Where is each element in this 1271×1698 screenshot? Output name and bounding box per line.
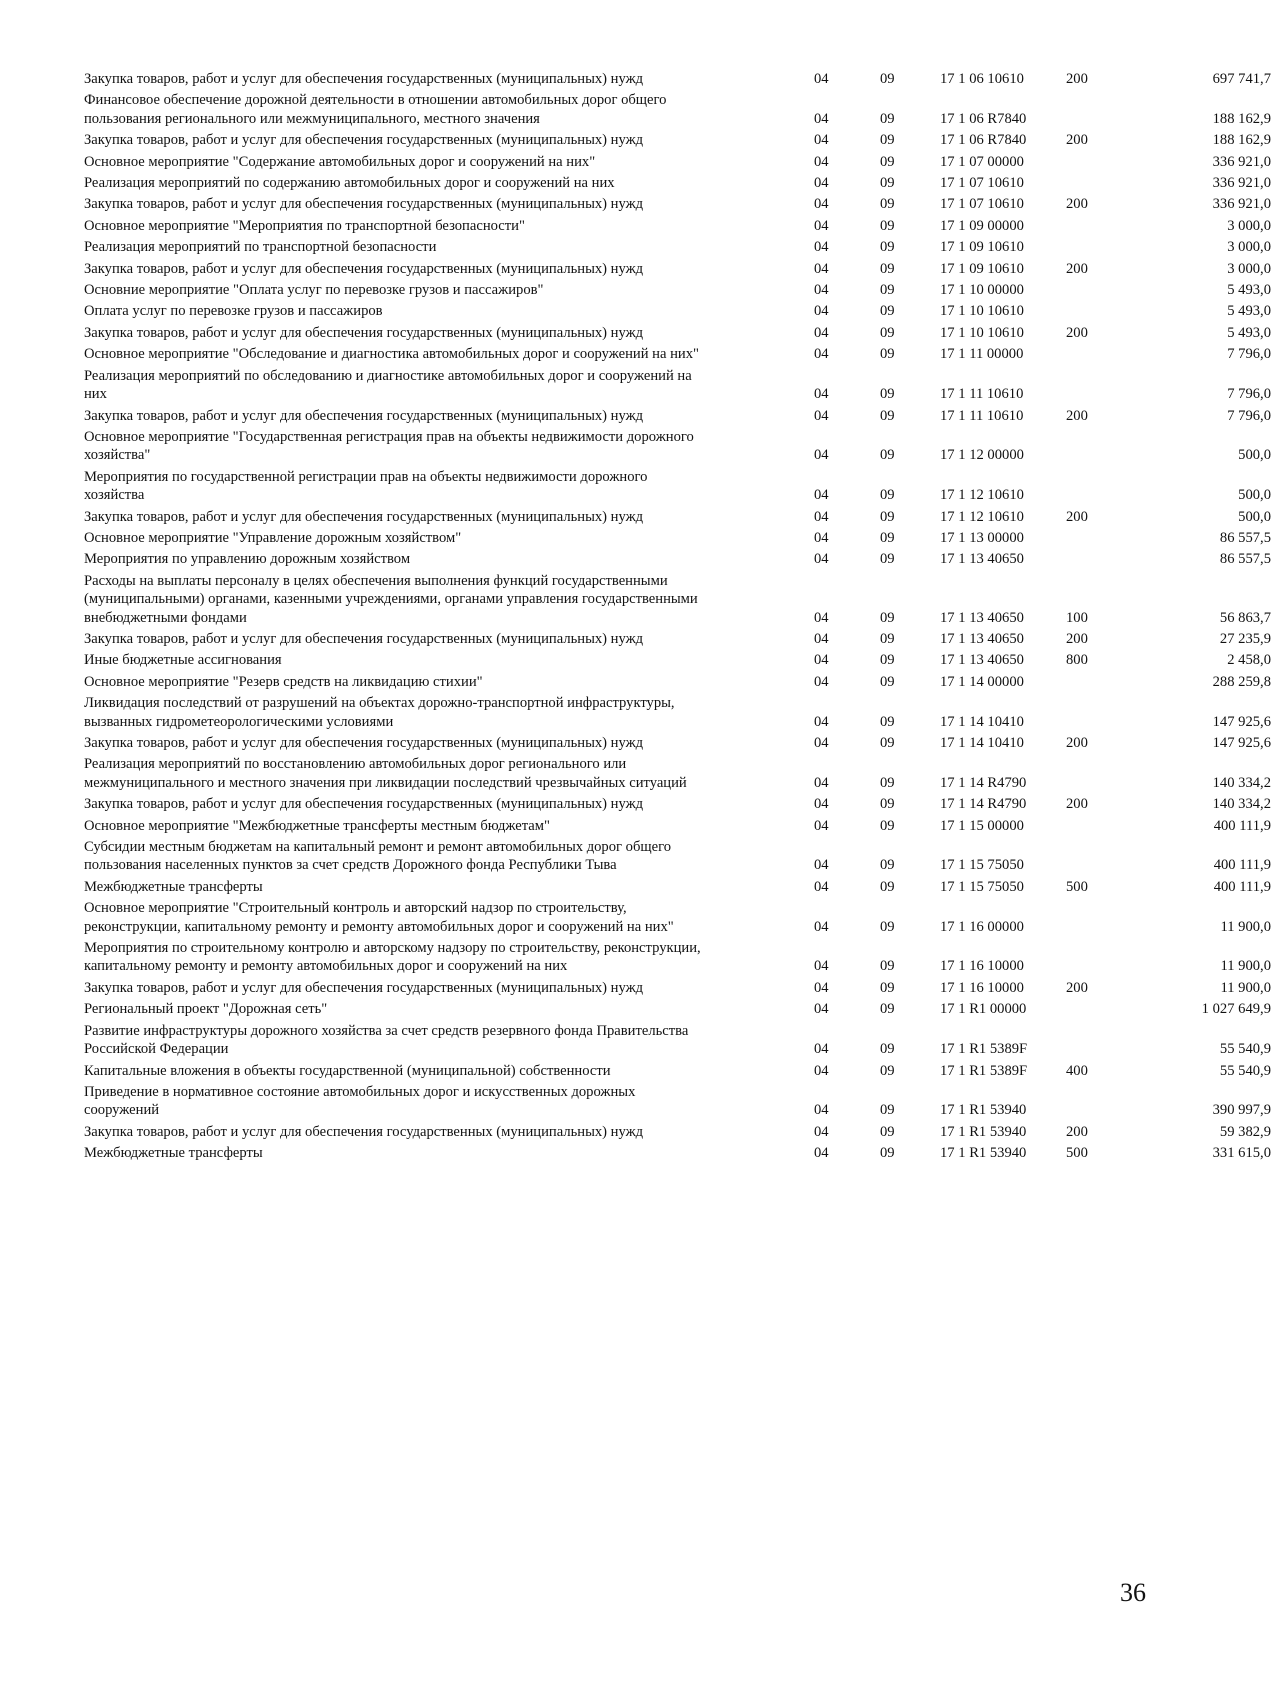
table-row — [84, 1083, 1271, 1120]
expense-type-code: 100 — [1066, 609, 1088, 626]
section-code: 04 — [814, 857, 829, 874]
target-article-code: 17 1 15 75050 — [940, 878, 1024, 895]
amount: 336 921,0 — [1212, 196, 1271, 213]
target-article-code: 17 1 14 10410 — [940, 713, 1024, 730]
target-article-code: 17 1 10 10610 — [940, 303, 1024, 320]
expense-type-code: 200 — [1066, 1123, 1088, 1140]
row-description: Основное мероприятие "Обследование и диагностика автомобильных дорог и сооружений на них" — [84, 346, 699, 363]
section-code: 04 — [814, 282, 829, 299]
amount: 331 615,0 — [1212, 1145, 1271, 1162]
expense-type-code: 200 — [1066, 407, 1088, 424]
section-code: 04 — [814, 260, 829, 277]
row-description: Оплата услуг по перевозке грузов и пассажиров — [84, 303, 383, 320]
table-row — [84, 550, 1271, 568]
subsection-code: 09 — [880, 529, 895, 546]
row-description: Финансовое обеспечение дорожной деятельности в отношении автомобильных дорог общего пользования регионального или межмуниципального, местного значения — [84, 92, 667, 127]
subsection-code: 09 — [880, 196, 895, 213]
table-row — [84, 694, 1271, 731]
section-code: 04 — [814, 447, 829, 464]
subsection-code: 09 — [880, 774, 895, 791]
amount: 7 796,0 — [1227, 386, 1271, 403]
subsection-code: 09 — [880, 630, 895, 647]
section-code: 04 — [814, 324, 829, 341]
table-row — [84, 651, 1271, 669]
amount: 55 540,9 — [1219, 1062, 1271, 1079]
row-description: Капитальные вложения в объекты государственной (муниципальной) собственности — [84, 1062, 611, 1079]
section-code: 04 — [814, 487, 829, 504]
section-code: 04 — [814, 551, 829, 568]
table-row — [84, 238, 1271, 256]
subsection-code: 09 — [880, 652, 895, 669]
section-code: 04 — [814, 196, 829, 213]
expense-type-code: 500 — [1066, 1145, 1088, 1162]
expense-type-code: 200 — [1066, 260, 1088, 277]
row-description: Основние мероприятие "Оплата услуг по перевозке грузов и пассажиров" — [84, 282, 544, 299]
row-description: Межбюджетные трансферты — [84, 1145, 263, 1162]
section-code: 04 — [814, 508, 829, 525]
row-description: Основное мероприятие "Содержание автомобильных дорог и сооружений на них" — [84, 153, 596, 170]
amount: 1 027 649,9 — [1201, 1001, 1271, 1018]
section-code: 04 — [814, 735, 829, 751]
table-row — [84, 899, 1271, 936]
expense-type-code: 200 — [1066, 735, 1088, 751]
table-row — [84, 572, 1271, 627]
row-description: Основное мероприятие "Управление дорожным хозяйством" — [84, 529, 462, 546]
section-code: 04 — [814, 609, 829, 626]
subsection-code: 09 — [880, 153, 895, 170]
subsection-code: 09 — [880, 346, 895, 363]
row-description: Мероприятия по строительному контролю и авторскому надзору по строительству, реконструкции, капитальному ремонту и ремонту автомобильных дорог и сооружений на них — [84, 940, 701, 975]
target-article-code: 17 1 14 00000 — [940, 673, 1024, 690]
section-code: 04 — [814, 346, 829, 363]
amount: 288 259,8 — [1212, 673, 1271, 690]
subsection-code: 09 — [880, 110, 895, 127]
row-description: Закупка товаров, работ и услуг для обеспечения государственных (муниципальных) нужд — [84, 508, 644, 525]
target-article-code: 17 1 06 R7840 — [940, 110, 1027, 127]
section-code: 04 — [814, 153, 829, 170]
amount: 11 900,0 — [1220, 979, 1271, 996]
section-code: 04 — [814, 1041, 829, 1058]
table-row — [84, 131, 1271, 149]
amount: 697 741,7 — [1212, 71, 1271, 87]
row-description: Закупка товаров, работ и услуг для обеспечения государственных (муниципальных) нужд — [84, 71, 644, 87]
amount: 147 925,6 — [1212, 735, 1271, 751]
table-row — [84, 630, 1271, 648]
expense-type-code: 400 — [1066, 1062, 1088, 1079]
table-row — [84, 428, 1271, 465]
table-row — [84, 217, 1271, 235]
row-description: Закупка товаров, работ и услуг для обеспечения государственных (муниципальных) нужд — [84, 979, 644, 996]
amount: 500,0 — [1238, 447, 1271, 464]
row-description: Закупка товаров, работ и услуг для обеспечения государственных (муниципальных) нужд — [84, 1123, 644, 1140]
target-article-code: 17 1 10 00000 — [940, 282, 1024, 299]
row-description: Реализация мероприятий по обследованию и диагностике автомобильных дорог и сооружений на них — [84, 367, 692, 403]
subsection-code: 09 — [880, 735, 895, 751]
expense-type-code: 200 — [1066, 630, 1088, 647]
target-article-code: 17 1 13 40650 — [940, 551, 1024, 568]
subsection-code: 09 — [880, 508, 895, 525]
amount: 5 493,0 — [1227, 282, 1271, 299]
table-row — [84, 979, 1271, 997]
target-article-code: 17 1 14 R4790 — [940, 796, 1027, 813]
amount: 400 111,9 — [1213, 857, 1271, 874]
table-row — [84, 407, 1271, 425]
subsection-code: 09 — [880, 673, 895, 690]
subsection-code: 09 — [880, 447, 895, 464]
target-article-code: 17 1 11 10610 — [940, 386, 1024, 403]
target-article-code: 17 1 15 00000 — [940, 817, 1024, 834]
table-row — [84, 260, 1271, 278]
table-row — [84, 91, 1271, 128]
page-number: 36 — [1120, 1578, 1146, 1607]
target-article-code: 17 1 12 00000 — [940, 447, 1024, 464]
target-article-code: 17 1 14 10410 — [940, 735, 1024, 751]
target-article-code: 17 1 09 10610 — [940, 239, 1024, 256]
table-row — [84, 734, 1271, 752]
amount: 59 382,9 — [1219, 1123, 1271, 1140]
section-code: 04 — [814, 239, 829, 256]
table-row — [84, 1000, 1271, 1018]
subsection-code: 09 — [880, 260, 895, 277]
subsection-code: 09 — [880, 1123, 895, 1140]
subsection-code: 09 — [880, 71, 895, 87]
target-article-code: 17 1 09 10610 — [940, 260, 1024, 277]
amount: 5 493,0 — [1227, 303, 1271, 320]
section-code: 04 — [814, 817, 829, 834]
amount: 3 000,0 — [1227, 217, 1271, 234]
expense-type-code: 800 — [1066, 652, 1088, 669]
table-row — [84, 153, 1271, 171]
amount: 2 458,0 — [1227, 652, 1271, 669]
subsection-code: 09 — [880, 857, 895, 874]
section-code: 04 — [814, 1102, 829, 1119]
amount: 5 493,0 — [1227, 324, 1271, 341]
subsection-code: 09 — [880, 979, 895, 996]
target-article-code: 17 1 16 10000 — [940, 979, 1024, 996]
row-description: Основное мероприятие "Мероприятия по транспортной безопасности" — [84, 217, 525, 234]
table-row — [84, 878, 1271, 896]
subsection-code: 09 — [880, 609, 895, 626]
expense-type-code: 200 — [1066, 508, 1088, 525]
amount: 86 557,5 — [1219, 529, 1271, 546]
table-row — [84, 1062, 1271, 1080]
section-code: 04 — [814, 1001, 829, 1018]
section-code: 04 — [814, 1145, 829, 1162]
subsection-code: 09 — [880, 175, 895, 192]
target-article-code: 17 1 R1 00000 — [940, 1001, 1027, 1018]
section-code: 04 — [814, 217, 829, 234]
subsection-code: 09 — [880, 918, 895, 935]
section-code: 04 — [814, 918, 829, 935]
amount: 86 557,5 — [1219, 551, 1271, 568]
target-article-code: 17 1 R1 53940 — [940, 1102, 1027, 1119]
table-row — [84, 673, 1271, 691]
amount: 500,0 — [1238, 508, 1271, 525]
row-description: Закупка товаров, работ и услуг для обеспечения государственных (муниципальных) нужд — [84, 324, 644, 341]
target-article-code: 17 1 07 10610 — [940, 175, 1024, 192]
target-article-code: 17 1 13 40650 — [940, 609, 1024, 626]
table-row — [84, 70, 1271, 88]
subsection-code: 09 — [880, 1041, 895, 1058]
section-code: 04 — [814, 796, 829, 813]
row-description: Закупка товаров, работ и услуг для обеспечения государственных (муниципальных) нужд — [84, 630, 644, 647]
target-article-code: 17 1 11 00000 — [940, 346, 1024, 363]
target-article-code: 17 1 R1 53940 — [940, 1123, 1027, 1140]
target-article-code: 17 1 09 00000 — [940, 217, 1024, 234]
row-description: Закупка товаров, работ и услуг для обеспечения государственных (муниципальных) нужд — [84, 196, 644, 213]
row-description: Мероприятия по управлению дорожным хозяйством — [84, 551, 411, 568]
section-code: 04 — [814, 673, 829, 690]
subsection-code: 09 — [880, 282, 895, 299]
budget-table — [84, 70, 1271, 1166]
target-article-code: 17 1 R1 5389F — [940, 1062, 1028, 1079]
target-article-code: 17 1 13 00000 — [940, 529, 1024, 546]
amount: 336 921,0 — [1212, 175, 1271, 192]
row-description: Межбюджетные трансферты — [84, 878, 263, 895]
amount: 390 997,9 — [1212, 1102, 1271, 1119]
section-code: 04 — [814, 630, 829, 647]
row-description: Региональный проект "Дорожная сеть" — [84, 1001, 328, 1018]
section-code: 04 — [814, 303, 829, 320]
amount: 400 111,9 — [1213, 817, 1271, 834]
section-code: 04 — [814, 175, 829, 192]
target-article-code: 17 1 16 00000 — [940, 918, 1024, 935]
amount: 56 863,7 — [1219, 609, 1271, 626]
subsection-code: 09 — [880, 1062, 895, 1079]
section-code: 04 — [814, 110, 829, 127]
amount: 147 925,6 — [1212, 713, 1271, 730]
table-row — [84, 345, 1271, 363]
table-row — [84, 1144, 1271, 1162]
table-row — [84, 838, 1271, 875]
amount: 27 235,9 — [1219, 630, 1271, 647]
row-description: Субсидии местным бюджетам на капитальный ремонт и ремонт автомобильных дорог общего пользования населенных пунктов за счет средств Дорожного фонда Республики Тыва — [84, 839, 672, 874]
table-row — [84, 795, 1271, 813]
target-article-code: 17 1 06 10610 — [940, 71, 1024, 87]
row-description: Основное мероприятие "Строительный контроль и авторский надзор по строительству, реконструкции, капитальному ремонту и ремонту автомобильных дорог и сооружений на них" — [84, 900, 674, 935]
table-row — [84, 281, 1271, 299]
target-article-code: 17 1 15 75050 — [940, 857, 1024, 874]
section-code: 04 — [814, 878, 829, 895]
section-code: 04 — [814, 71, 829, 87]
table-row — [84, 755, 1271, 792]
amount: 11 900,0 — [1220, 958, 1271, 975]
amount: 188 162,9 — [1212, 132, 1271, 149]
table-row — [84, 1022, 1271, 1059]
table-row — [84, 174, 1271, 192]
amount: 140 334,2 — [1212, 774, 1271, 791]
row-description: Реализация мероприятий по транспортной безопасности — [84, 239, 437, 256]
row-description: Ликвидация последствий от разрушений на объектах дорожно-транспортной инфраструктуры, вызванных гидрометеорологическими условиями — [84, 695, 675, 730]
section-code: 04 — [814, 1123, 829, 1140]
row-description: Реализация мероприятий по восстановлению автомобильных дорог регионального или межмуниципального и местного значения при ликвидации последствий чрезвычайных ситуаций — [84, 756, 687, 791]
subsection-code: 09 — [880, 796, 895, 813]
row-description: Закупка товаров, работ и услуг для обеспечения государственных (муниципальных) нужд — [84, 796, 644, 813]
subsection-code: 09 — [880, 551, 895, 568]
expense-type-code: 200 — [1066, 979, 1088, 996]
table-row — [84, 195, 1271, 213]
subsection-code: 09 — [880, 239, 895, 256]
subsection-code: 09 — [880, 217, 895, 234]
target-article-code: 17 1 06 R7840 — [940, 132, 1027, 149]
target-article-code: 17 1 10 10610 — [940, 324, 1024, 341]
subsection-code: 09 — [880, 817, 895, 834]
section-code: 04 — [814, 652, 829, 669]
table-row — [84, 817, 1271, 835]
target-article-code: 17 1 14 R4790 — [940, 774, 1027, 791]
subsection-code: 09 — [880, 324, 895, 341]
expense-type-code: 200 — [1066, 71, 1088, 87]
subsection-code: 09 — [880, 386, 895, 403]
target-article-code: 17 1 13 40650 — [940, 630, 1024, 647]
subsection-code: 09 — [880, 1102, 895, 1119]
amount: 336 921,0 — [1212, 153, 1271, 170]
row-description: Реализация мероприятий по содержанию автомобильных дорог и сооружений на них — [84, 175, 615, 192]
row-description: Закупка товаров, работ и услуг для обеспечения государственных (муниципальных) нужд — [84, 132, 644, 149]
amount: 140 334,2 — [1212, 796, 1271, 813]
section-code: 04 — [814, 774, 829, 791]
expense-type-code: 200 — [1066, 796, 1088, 813]
row-description: Мероприятия по государственной регистрации прав на объекты недвижимости дорожного хозяйства — [84, 468, 648, 504]
section-code: 04 — [814, 958, 829, 975]
row-description: Расходы на выплаты персоналу в целях обеспечения выполнения функций государственными (муниципальными) органами, казенными учреждениями, органами управления государственными внебюджетными фондами — [84, 572, 698, 626]
section-code: 04 — [814, 713, 829, 730]
amount: 7 796,0 — [1227, 346, 1271, 363]
expense-type-code: 500 — [1066, 878, 1088, 895]
row-description: Иные бюджетные ассигнования — [84, 652, 282, 669]
row-description: Закупка товаров, работ и услуг для обеспечения государственных (муниципальных) нужд — [84, 735, 644, 751]
subsection-code: 09 — [880, 958, 895, 975]
table-row — [84, 529, 1271, 547]
section-code: 04 — [814, 407, 829, 424]
amount: 500,0 — [1238, 487, 1271, 504]
table-row — [84, 939, 1271, 976]
amount: 400 111,9 — [1213, 878, 1271, 895]
section-code: 04 — [814, 979, 829, 996]
section-code: 04 — [814, 529, 829, 546]
table-row — [84, 324, 1271, 342]
table-row — [84, 508, 1271, 526]
expense-type-code: 200 — [1066, 196, 1088, 213]
target-article-code: 17 1 16 10000 — [940, 958, 1024, 975]
amount: 3 000,0 — [1227, 239, 1271, 256]
subsection-code: 09 — [880, 1145, 895, 1162]
amount: 3 000,0 — [1227, 260, 1271, 277]
target-article-code: 17 1 07 10610 — [940, 196, 1024, 213]
target-article-code: 17 1 R1 5389F — [940, 1041, 1028, 1058]
row-description: Основное мероприятие "Межбюджетные трансферты местным бюджетам" — [84, 817, 550, 834]
target-article-code: 17 1 R1 53940 — [940, 1145, 1027, 1162]
amount: 7 796,0 — [1227, 407, 1271, 424]
expense-type-code: 200 — [1066, 324, 1088, 341]
subsection-code: 09 — [880, 878, 895, 895]
row-description: Основное мероприятие "Государственная регистрация прав на объекты недвижимости дорожного хозяйства" — [84, 428, 694, 464]
subsection-code: 09 — [880, 132, 895, 149]
subsection-code: 09 — [880, 303, 895, 320]
row-description: Закупка товаров, работ и услуг для обеспечения государственных (муниципальных) нужд — [84, 260, 644, 277]
amount: 55 540,9 — [1219, 1041, 1271, 1058]
section-code: 04 — [814, 1062, 829, 1079]
target-article-code: 17 1 11 10610 — [940, 407, 1024, 424]
row-description: Развитие инфраструктуры дорожного хозяйства за счет средств резервного фонда Правительства Российской Федерации — [84, 1022, 689, 1058]
section-code: 04 — [814, 386, 829, 403]
target-article-code: 17 1 13 40650 — [940, 652, 1024, 669]
target-article-code: 17 1 12 10610 — [940, 487, 1024, 504]
table-row — [84, 367, 1271, 404]
subsection-code: 09 — [880, 713, 895, 730]
amount: 11 900,0 — [1220, 918, 1271, 935]
expense-type-code: 200 — [1066, 132, 1088, 149]
target-article-code: 17 1 12 10610 — [940, 508, 1024, 525]
subsection-code: 09 — [880, 1001, 895, 1018]
row-description: Основное мероприятие "Резерв средств на ликвидацию стихии" — [84, 673, 483, 690]
table-row — [84, 468, 1271, 505]
subsection-code: 09 — [880, 487, 895, 504]
subsection-code: 09 — [880, 407, 895, 424]
table-row — [84, 1123, 1271, 1141]
table-row — [84, 302, 1271, 320]
target-article-code: 17 1 07 00000 — [940, 153, 1024, 170]
row-description: Закупка товаров, работ и услуг для обеспечения государственных (муниципальных) нужд — [84, 407, 644, 424]
amount: 188 162,9 — [1212, 110, 1271, 127]
row-description: Приведение в нормативное состояние автомобильных дорог и искусственных дорожных сооружений — [84, 1083, 636, 1119]
section-code: 04 — [814, 132, 829, 149]
